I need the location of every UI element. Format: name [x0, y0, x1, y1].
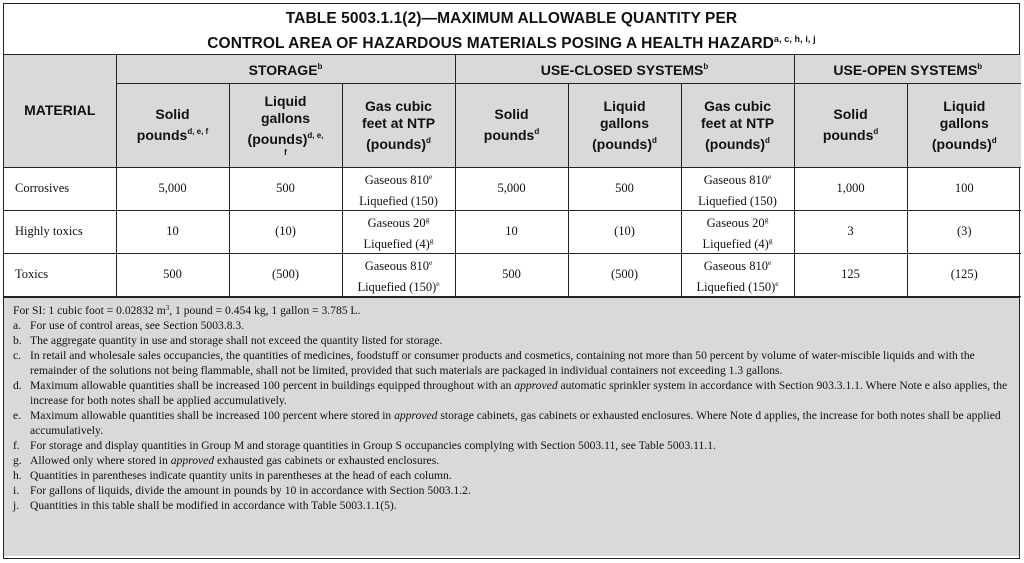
- note-text: Quantities in parentheses indicate quantity units in parentheses at the head of each column.: [30, 468, 452, 482]
- cell-material: Highly toxics: [4, 210, 116, 253]
- note-label: f.: [13, 438, 20, 452]
- col-line: Gas cubic: [365, 97, 432, 114]
- cell-storage-gas: [342, 253, 455, 296]
- col-unit: pounds: [822, 127, 874, 143]
- gas-value: Gaseous 810: [703, 172, 768, 187]
- table-title: [4, 4, 1019, 55]
- cell-closed-gas: [681, 167, 794, 210]
- note-label: a.: [13, 318, 22, 332]
- cell-closed-liquid: 500: [568, 167, 681, 210]
- gas-value: Liquefied (4): [702, 236, 769, 251]
- cell-closed-liquid: (500): [568, 253, 681, 296]
- gas-value: Gaseous 20: [706, 215, 765, 230]
- title-footnote-refs: a, c, h, i, j: [773, 34, 816, 44]
- col-open-liquid: [907, 83, 1021, 167]
- table-notes: [4, 297, 1019, 556]
- gas-line-2: [343, 189, 455, 210]
- col-unit: (pounds): [705, 135, 766, 152]
- note-emphasis: approved: [170, 453, 215, 467]
- gas-line-2: [343, 232, 455, 253]
- col-sup: d: [873, 127, 879, 136]
- title-line-2: [4, 29, 1019, 54]
- col-sup: d: [652, 135, 657, 145]
- note-text: In retail and wholesale sales occupancies, the quantities of medicines, foodstuff or consumer products and cosmetics, containing not more than 50 percent by volume of water-miscible liquids and with the remainder of the solutions not being flammable, shall not be limited, provided that such materials are packaged in individual containers not exceeding 1.3 gallons.: [30, 348, 975, 377]
- gas-line-1: [343, 168, 455, 189]
- title-line-1: TABLE 5003.1.1(2)—MAXIMUM ALLOWABLE QUANTITY PER: [285, 10, 738, 27]
- note-text-part: Maximum allowable quantities shall be increased 100 percent in buildings equipped throughout with an: [30, 378, 515, 392]
- header-group-storage: [116, 55, 455, 83]
- gas-sup: g: [768, 235, 773, 245]
- cell-closed-solid: 5,000: [455, 167, 568, 210]
- col-line: [795, 123, 907, 144]
- col-line: feet at NTP: [700, 114, 775, 131]
- note-text: [30, 453, 1009, 468]
- note-label: i.: [13, 483, 20, 497]
- header-group-row: [4, 55, 1021, 83]
- gas-value: Liquefied (150): [698, 193, 777, 208]
- note-text-part: Allowed only where stored in: [30, 453, 171, 467]
- gas-value: Gaseous 810: [364, 172, 429, 187]
- note-text: The aggregate quantity in use and storage shall not exceed the quantity listed for storage.: [30, 333, 443, 347]
- cell-open-solid: 1,000: [794, 167, 907, 210]
- note-text-part: storage cabinets, gas cabinets or exhausted enclosures. Where Note d applies, the increase for both notes shall be applied accumulatively.: [30, 408, 1001, 437]
- header-group-use-closed: [455, 55, 794, 83]
- col-sup: d: [991, 135, 997, 145]
- table-row: [4, 167, 1021, 210]
- cell-open-solid: 125: [794, 253, 907, 296]
- col-line: [569, 132, 681, 153]
- cell-storage-solid: 5,000: [116, 167, 229, 210]
- note-label: c.: [13, 348, 22, 362]
- col-sup: d, e,: [307, 131, 324, 140]
- gas-line-2: [682, 189, 794, 210]
- cell-closed-solid: 10: [455, 210, 568, 253]
- gas-line-2: [682, 275, 794, 296]
- gas-value: Liquefied (150): [359, 193, 438, 208]
- col-unit: pounds: [483, 127, 535, 143]
- col-line: Solid: [494, 106, 529, 122]
- col-closed-solid: [455, 83, 568, 167]
- use-open-sup: b: [977, 62, 983, 72]
- cell-storage-gas: [342, 167, 455, 210]
- note-d: [13, 378, 1009, 408]
- note-label: h.: [13, 468, 22, 482]
- gas-sup: g: [429, 235, 434, 245]
- note-label: j.: [13, 498, 20, 512]
- col-line: Solid: [155, 106, 190, 122]
- gas-value: Liquefied (150): [357, 279, 437, 294]
- gas-line-1: [682, 168, 794, 189]
- note-label: d.: [13, 378, 22, 392]
- cell-storage-liquid: (500): [229, 253, 342, 296]
- table-row: [4, 253, 1021, 296]
- note-text-part: Maximum allowable quantities shall be increased 100 percent where stored in: [30, 408, 395, 422]
- col-line: gallons: [939, 114, 989, 131]
- note-text: For storage and display quantities in Group M and storage quantities in Group S occupancies complying with Section 5003.11, see Table 5003.11.1.: [30, 438, 716, 452]
- use-closed-label: USE-CLOSED SYSTEMS: [540, 62, 704, 79]
- gas-value: Liquefied (4): [363, 236, 430, 251]
- col-line: [117, 123, 229, 144]
- table-document: [3, 3, 1020, 559]
- note-emphasis: approved: [514, 378, 558, 392]
- col-storage-gas: [342, 83, 455, 167]
- note-label: g.: [13, 453, 22, 467]
- col-line: [908, 132, 1022, 153]
- col-line: Gas cubic: [704, 97, 771, 114]
- note-emphasis: approved: [394, 408, 438, 422]
- col-line: Liquid: [264, 93, 307, 109]
- cell-closed-gas: [681, 253, 794, 296]
- col-closed-gas: [681, 83, 794, 167]
- gas-sup: g: [764, 214, 769, 224]
- storage-sup: b: [317, 62, 323, 72]
- note-label: e.: [13, 408, 22, 422]
- col-line: [682, 132, 794, 153]
- col-unit: (pounds): [366, 135, 426, 152]
- gas-sup: e: [436, 278, 440, 288]
- note-si-text: For SI: 1 cubic foot = 0.02832 m: [13, 303, 166, 317]
- col-sup: d: [765, 135, 770, 145]
- note-f: [13, 438, 1009, 453]
- cell-closed-solid: 500: [455, 253, 568, 296]
- gas-value: Gaseous 20: [367, 215, 426, 230]
- cell-storage-solid: 10: [116, 210, 229, 253]
- gas-line-1: [343, 254, 455, 275]
- table-row: [4, 210, 1021, 253]
- gas-line-2: [343, 275, 455, 296]
- cell-open-liquid: 100: [907, 167, 1021, 210]
- use-closed-sup: b: [703, 62, 709, 72]
- note-g: [13, 453, 1009, 468]
- col-line: Solid: [833, 106, 868, 122]
- col-line: [343, 132, 455, 153]
- note-si-sup: 3: [165, 303, 170, 312]
- note-si: [13, 301, 1009, 318]
- cell-open-liquid: (3): [907, 210, 1021, 253]
- col-line: [456, 123, 568, 144]
- col-sup: d, e, f: [187, 127, 209, 136]
- note-h: [13, 468, 1009, 483]
- storage-label: STORAGE: [248, 62, 318, 79]
- cell-storage-liquid: 500: [229, 167, 342, 210]
- gas-line-1: [682, 211, 794, 232]
- col-line-sup-wrap: [230, 148, 342, 157]
- gas-sup: e: [767, 257, 772, 267]
- gas-sup: e: [428, 257, 433, 267]
- col-line: gallons: [600, 114, 650, 131]
- col-sup-wrap: f: [284, 148, 287, 157]
- cell-material: Corrosives: [4, 167, 116, 210]
- gas-sup: e: [775, 278, 779, 288]
- note-text: For use of control areas, see Section 5003.8.3.: [30, 318, 245, 332]
- col-storage-liquid: [229, 83, 342, 167]
- note-text: [30, 408, 1009, 438]
- note-text-part: automatic sprinkler system in accordance with Section 903.3.1.1. Where Note e also applies, the increase for both notes shall be applied accumulatively.: [30, 378, 1008, 407]
- gas-sup: e: [428, 171, 433, 181]
- note-si-text-end: , 1 pound = 0.454 kg, 1 gallon = 3.785 L.: [169, 303, 361, 317]
- col-open-solid: [794, 83, 907, 167]
- note-i: [13, 483, 1009, 498]
- col-sup: d: [426, 135, 431, 145]
- gas-sup: e: [767, 171, 772, 181]
- gas-line-1: [343, 211, 455, 232]
- note-text-part: exhausted gas cabinets or exhausted enclosures.: [214, 453, 440, 467]
- cell-closed-gas: [681, 210, 794, 253]
- table-header: [4, 55, 1021, 167]
- cell-storage-gas: [342, 210, 455, 253]
- col-line: [230, 127, 342, 148]
- note-label: b.: [13, 333, 22, 347]
- use-open-label: USE-OPEN SYSTEMS: [833, 62, 978, 79]
- note-text: Quantities in this table shall be modified in accordance with Table 5003.1.1(5).: [30, 498, 397, 512]
- col-sup: d: [534, 127, 540, 136]
- cell-open-liquid: (125): [907, 253, 1021, 296]
- cell-material: Toxics: [4, 253, 116, 296]
- col-storage-solid: [116, 83, 229, 167]
- cell-storage-solid: 500: [116, 253, 229, 296]
- note-text: [30, 378, 1009, 408]
- col-unit: (pounds): [592, 135, 652, 152]
- col-unit: (pounds): [931, 135, 992, 152]
- note-a: [13, 318, 1009, 333]
- col-closed-liquid: [568, 83, 681, 167]
- gas-value: Liquefied (150): [696, 279, 776, 294]
- col-line: Liquid: [943, 97, 986, 114]
- gas-value: Gaseous 810: [364, 258, 429, 273]
- gas-sup: g: [425, 214, 430, 224]
- gas-line-2: [682, 232, 794, 253]
- gas-line-1: [682, 254, 794, 275]
- cell-closed-liquid: (10): [568, 210, 681, 253]
- header-column-row: [4, 83, 1021, 167]
- header-group-use-open: [794, 55, 1021, 83]
- gas-value: Gaseous 810: [703, 258, 768, 273]
- col-unit: (pounds): [247, 131, 308, 147]
- title-line-2-text: CONTROL AREA OF HAZARDOUS MATERIALS POSING A HEALTH HAZARD: [207, 35, 774, 52]
- note-text: For gallons of liquids, divide the amount in pounds by 10 in accordance with Section 5003.1.2.: [30, 483, 471, 497]
- cell-storage-liquid: (10): [229, 210, 342, 253]
- note-b: [13, 333, 1009, 348]
- col-unit: pounds: [136, 127, 188, 143]
- col-line: feet at NTP: [361, 114, 436, 131]
- note-j: [13, 498, 1009, 513]
- col-line: Liquid: [603, 97, 646, 114]
- note-c: [13, 348, 1009, 378]
- cell-open-solid: 3: [794, 210, 907, 253]
- col-line: gallons: [260, 110, 310, 126]
- header-material: MATERIAL: [4, 55, 116, 167]
- hazard-quantity-table: [4, 55, 1021, 297]
- table-body: [4, 167, 1021, 296]
- note-e: [13, 408, 1009, 438]
